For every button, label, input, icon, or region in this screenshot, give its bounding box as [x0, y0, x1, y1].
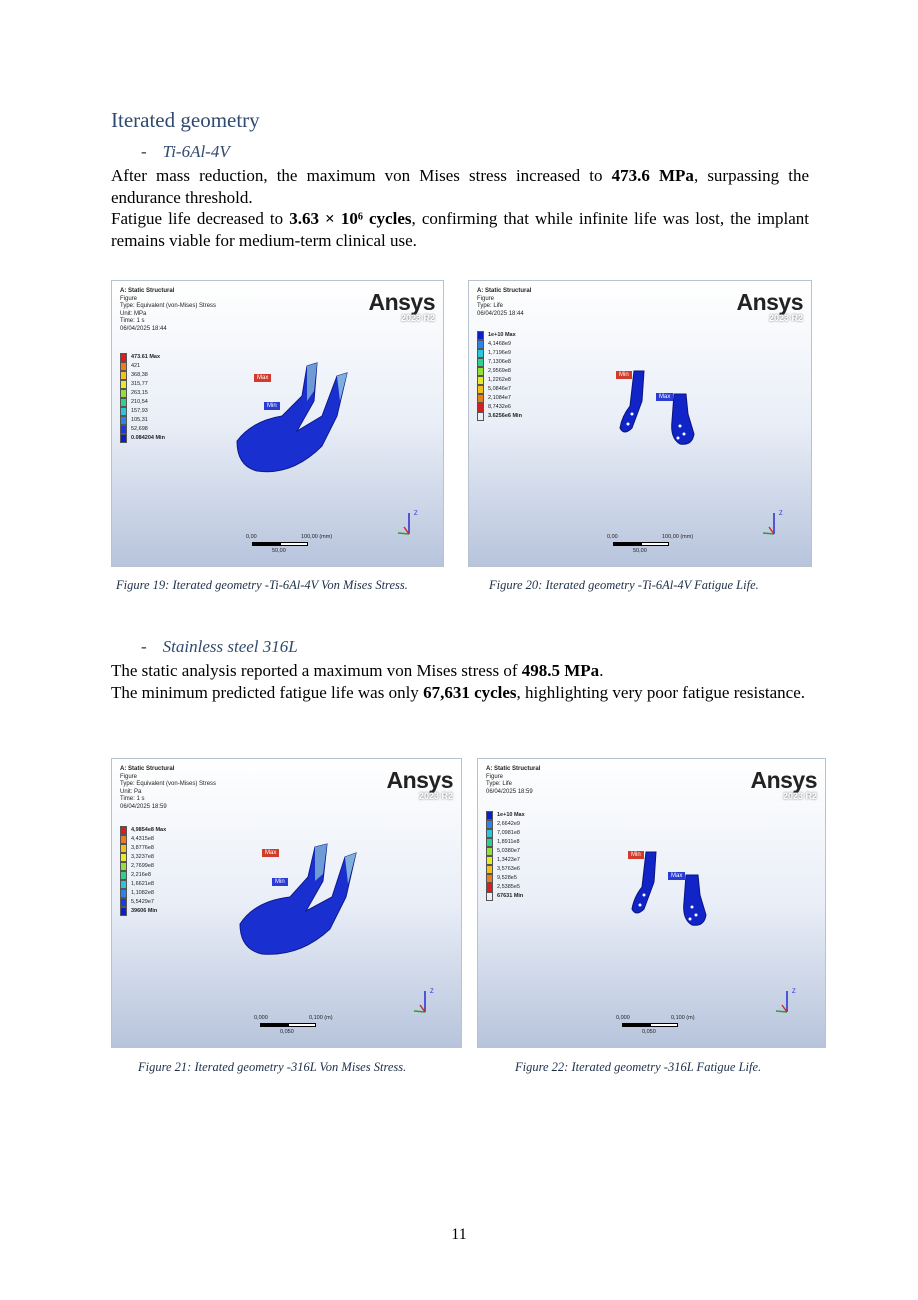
- figure-header: A: Static Structural Figure Type: Life 06/04/2025 18:59: [486, 766, 541, 795]
- ansys-logo: Ansys 2023 R2: [736, 289, 803, 323]
- ansys-logo: Ansys 2023 R2: [368, 289, 435, 323]
- svg-text:Z: Z: [779, 511, 783, 517]
- plate-models-life: [626, 847, 726, 937]
- max-tag: Max: [656, 393, 673, 401]
- bullet-ti6al4v: - Ti-6Al-4V: [141, 142, 230, 161]
- life-legend: 1e+10 Max 4,1468e9 1,7196e9 7,1306e8 2,9569e8 1,2262e8 5,0846e7 2,1084e7 8,7432e6 3.6256e6 Min: [477, 331, 522, 421]
- axis-triad-icon: [772, 987, 802, 1017]
- mandible-model-stress: [222, 361, 362, 491]
- paragraph-316l-life: The minimum predicted fatigue life was only 67,631 cycles, highlighting very poor fatigue resistance.: [111, 683, 805, 702]
- scale-bar: 0,00 100,00 (mm) 50,00: [246, 534, 333, 554]
- axis-triad-icon: [410, 987, 440, 1017]
- min-tag: Min: [628, 851, 644, 859]
- min-tag: Min: [264, 402, 280, 410]
- figure-21-panel: [111, 758, 462, 1048]
- paragraph-ti-stress: After mass reduction, the maximum von Mises stress increased to 473.6 MPa, surpassing the endurance threshold.: [111, 166, 809, 207]
- figure-19-caption: Figure 19: Iterated geometry -Ti-6Al-4V Von Mises Stress.: [116, 578, 408, 592]
- svg-text:Z: Z: [792, 989, 796, 995]
- figure-22-caption: Figure 22: Iterated geometry -316L Fatigue Life.: [515, 1060, 762, 1074]
- life-legend: 1e+10 Max 2,6642e9 7,0981e8 1,8911e8 5,0380e7 1,3423e7 3,5763e6 9,528e5 2,5385e5 67631 Min: [486, 811, 525, 901]
- stress-legend: 473.61 Max 421 368,38 315,77 263,15 210,54 157,93 105,31 52,698 0.084204 Min: [120, 353, 165, 443]
- bullet-316l: - Stainless steel 316L: [141, 637, 298, 656]
- mandible-model-stress: [230, 839, 370, 969]
- section-heading: Iterated geometry: [111, 108, 260, 132]
- min-tag: Min: [272, 878, 288, 886]
- axis-triad-icon: [759, 509, 789, 539]
- figure-header: A: Static Structural Figure Type: Equivalent (von-Mises) Stress Unit: Pa Time: 1 s 06/04/2025 18:59: [120, 766, 217, 810]
- stress-legend: 4,9854e8 Max 4,4315e8 3,8776e8 3,3237e8 2,7699e8 2,216e8 1,6621e8 1,1082e8 5,5429e7 39606 Min: [120, 826, 166, 916]
- max-tag: Max: [262, 849, 279, 857]
- svg-text:Z: Z: [430, 989, 434, 995]
- page-number: 11: [451, 1226, 467, 1243]
- paragraph-316l-stress: The static analysis reported a maximum von Mises stress of 498.5 MPa.: [111, 661, 604, 680]
- figure-20-panel: [468, 280, 812, 567]
- figure-20-caption: Figure 20: Iterated geometry -Ti-6Al-4V Fatigue Life.: [489, 578, 759, 592]
- max-tag: Max: [668, 872, 685, 880]
- figure-header: A: Static Structural Figure Type: Equivalent (von-Mises) Stress Unit: MPa Time: 1 s 06/04/2025 18:44: [120, 288, 217, 332]
- axis-triad-icon: [394, 509, 424, 539]
- plate-models-life: [614, 366, 714, 456]
- svg-text:Z: Z: [414, 511, 418, 517]
- ansys-logo: Ansys 2023 R2: [750, 767, 817, 801]
- figure-header: A: Static Structural Figure Type: Life 06/04/2025 18:44: [477, 288, 532, 317]
- scale-bar: 0,000 0,100 (m) 0,050: [254, 1015, 333, 1035]
- paragraph-ti-life: Fatigue life decreased to 3.63 × 10⁶ cycles, confirming that while infinite life was lost, the implant remains viable for medium-term clinical use.: [111, 209, 809, 250]
- scale-bar: 0,00 100,00 (mm) 50,00: [607, 534, 694, 554]
- figure-22-panel: [477, 758, 826, 1048]
- scale-bar: 0,000 0,100 (m) 0,050: [616, 1015, 695, 1035]
- figure-21-caption: Figure 21: Iterated geometry -316L Von Mises Stress.: [138, 1060, 407, 1074]
- ansys-logo: Ansys 2023 R2: [386, 767, 453, 801]
- min-tag: Min: [616, 371, 632, 379]
- max-tag: Max: [254, 374, 271, 382]
- figure-19-panel: [111, 280, 444, 567]
